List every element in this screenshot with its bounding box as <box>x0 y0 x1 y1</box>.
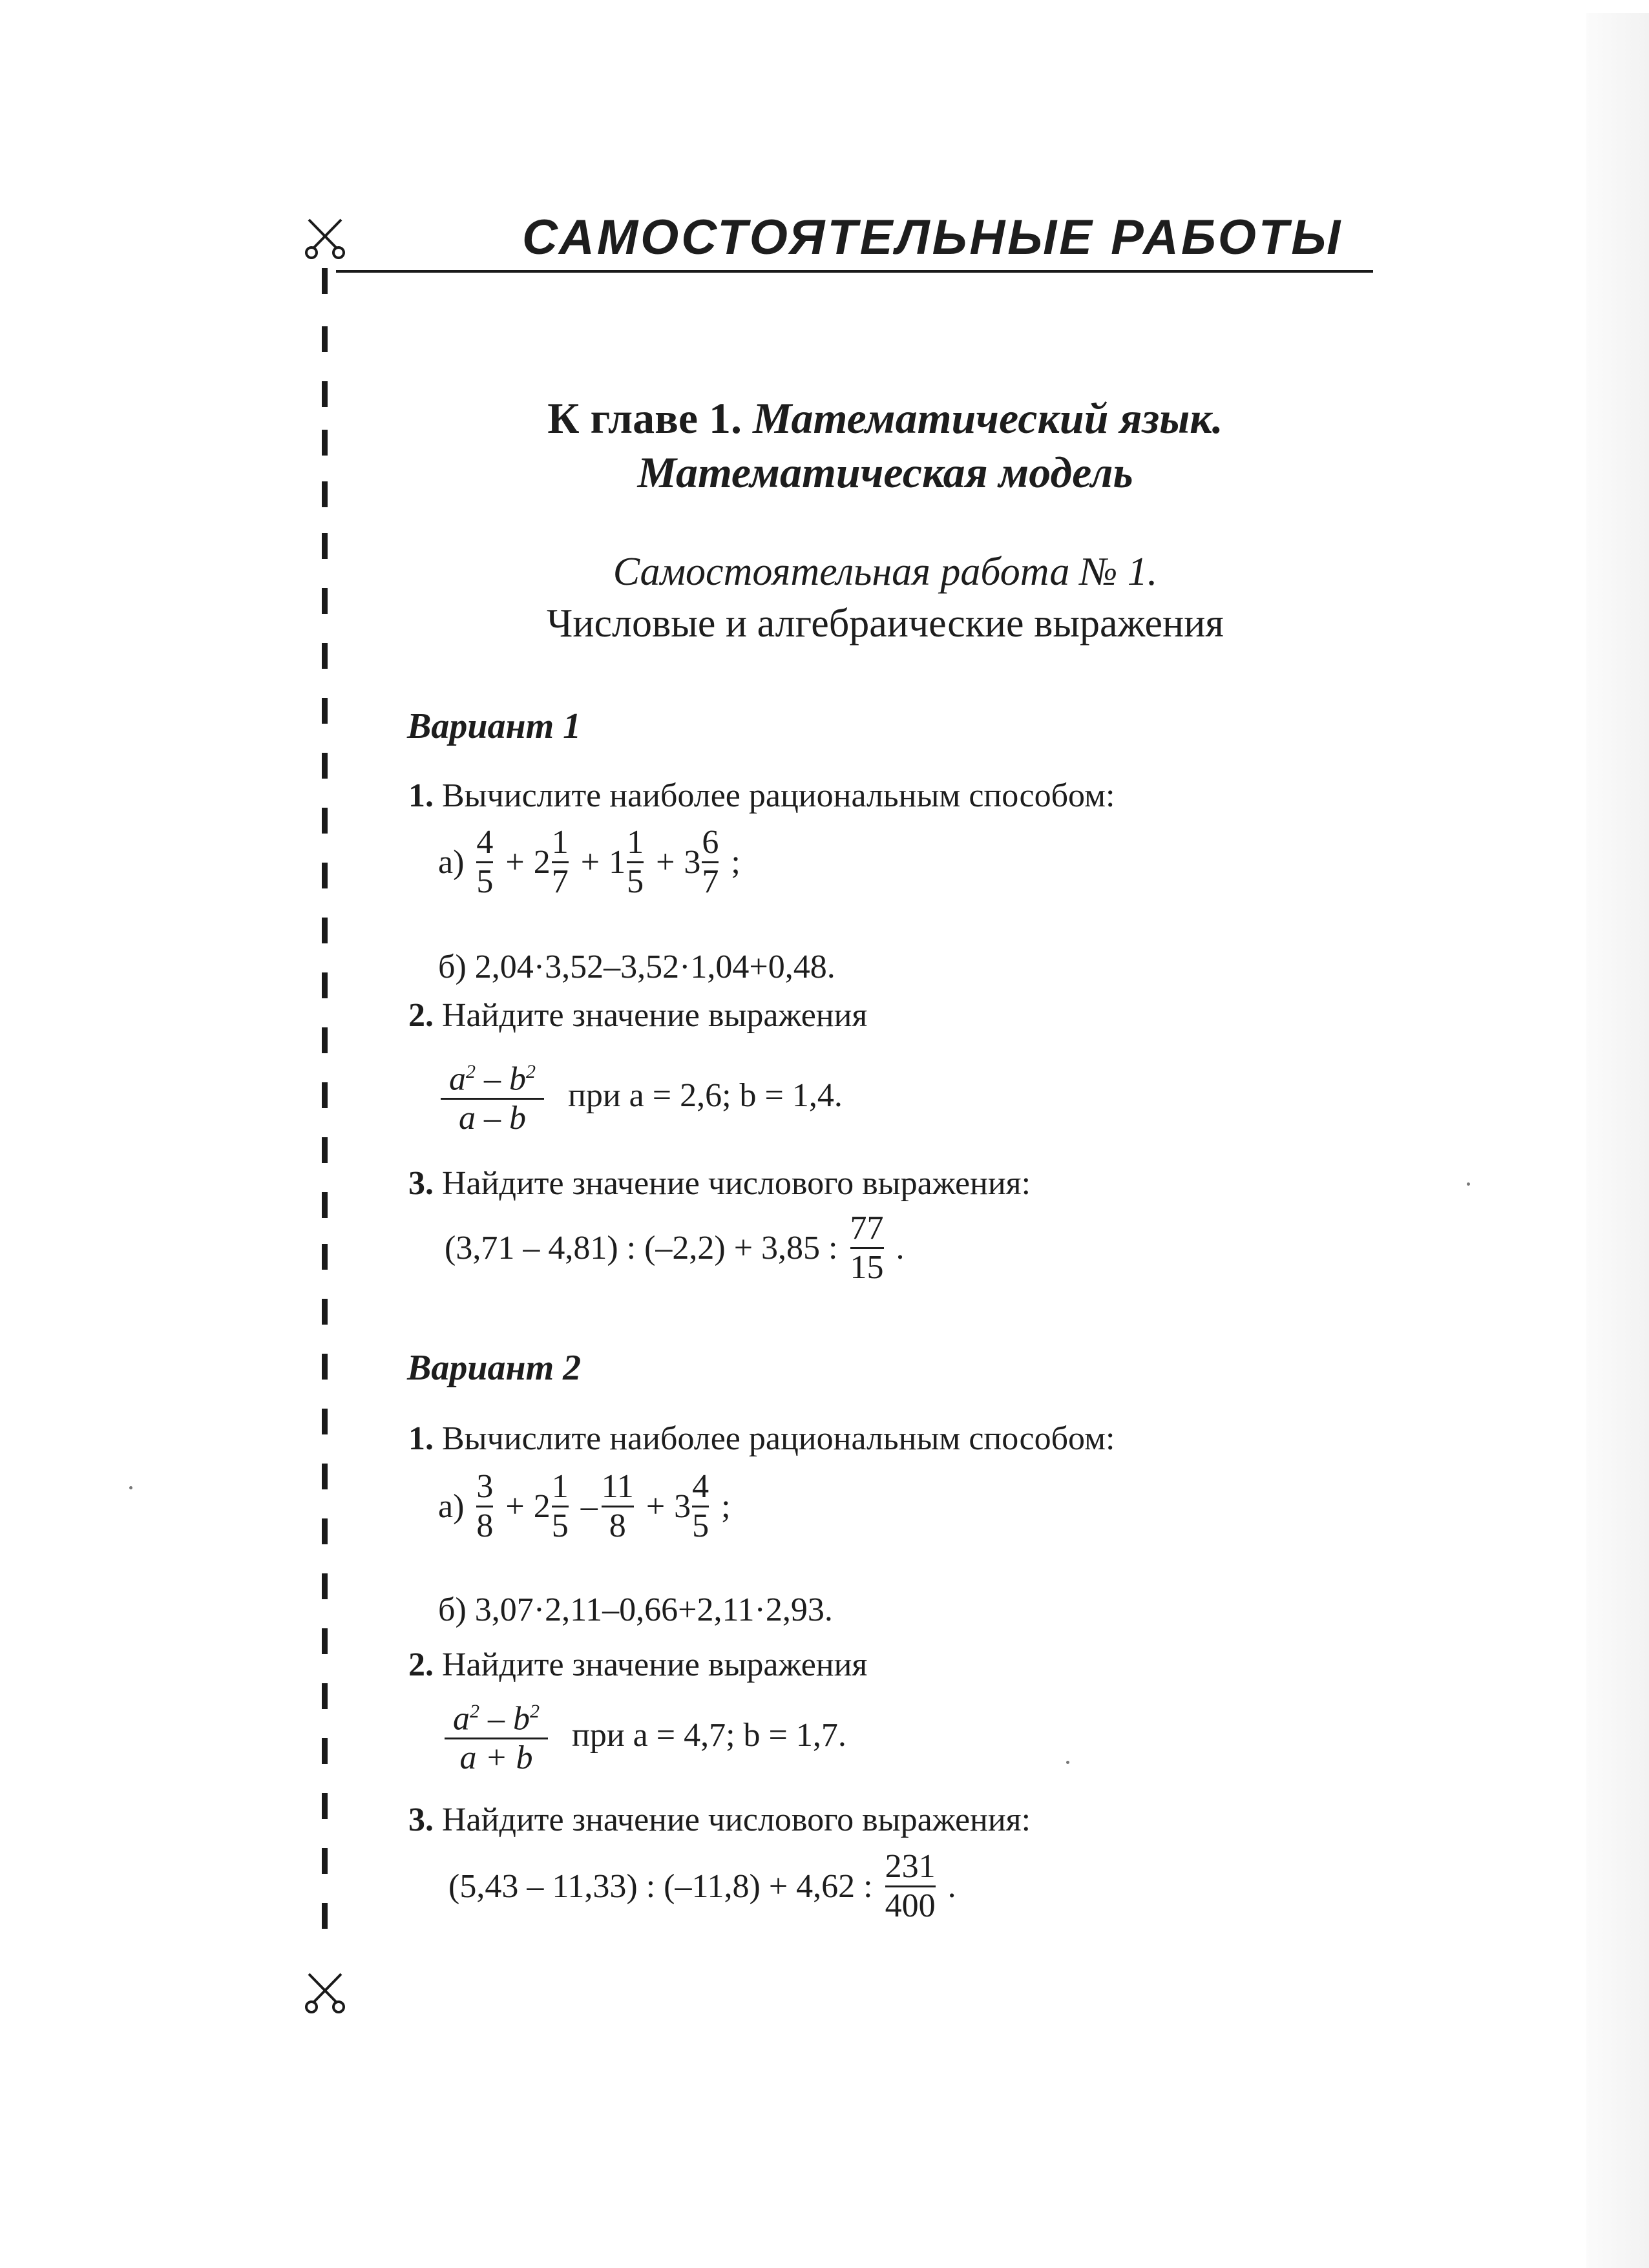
v1-task1-a <box>434 824 744 901</box>
cut-dash <box>322 918 328 943</box>
item-label: а) <box>438 1488 465 1525</box>
cut-dash <box>322 1518 328 1544</box>
whole-part: 2 <box>533 1488 551 1525</box>
cut-dash <box>322 1299 328 1325</box>
fraction <box>627 824 644 901</box>
v2-task2 <box>408 1644 867 1686</box>
cut-dash <box>322 1244 328 1270</box>
cut-dash <box>322 1082 328 1108</box>
numerator: 1 <box>627 824 644 861</box>
cut-dash <box>322 808 328 834</box>
work-heading <box>401 546 1370 649</box>
task-number: 1. <box>408 777 434 814</box>
scan-speck <box>1066 1761 1069 1764</box>
cut-dash <box>322 1464 328 1489</box>
denominator: 5 <box>476 861 493 901</box>
punctuation: . <box>947 1868 956 1905</box>
cut-dash <box>322 268 328 294</box>
task-number: 3. <box>408 1165 434 1202</box>
task-text: Вычислите наиболее рациональным способом: <box>442 777 1115 814</box>
condition: при a = 4,7; b = 1,7. <box>572 1716 846 1754</box>
operator: + <box>505 844 525 881</box>
denominator: 15 <box>850 1247 884 1286</box>
numerator: $a^2 - b^2$ <box>445 1700 540 1738</box>
whole-part: 3 <box>674 1488 691 1525</box>
cut-dash <box>322 588 328 614</box>
numerator: 1 <box>551 824 569 861</box>
chapter-prefix: К главе 1. <box>547 394 742 443</box>
fraction <box>476 1468 493 1545</box>
chapter-name-line1: Математический язык. <box>753 394 1223 443</box>
numerator: 11 <box>601 1468 634 1505</box>
v1-task3-expr <box>441 1210 909 1286</box>
denominator: a + b <box>445 1738 548 1777</box>
cut-dash <box>322 1573 328 1599</box>
operator: + <box>505 1488 525 1525</box>
punctuation: . <box>896 1230 905 1266</box>
cut-dash <box>322 698 328 724</box>
v2-task1 <box>408 1418 1115 1460</box>
cut-dash <box>322 863 328 888</box>
cut-dash <box>322 1137 328 1163</box>
cut-dash <box>322 1903 328 1929</box>
numerator: 231 <box>885 1848 936 1885</box>
cut-dash <box>322 1683 328 1709</box>
whole-part: 1 <box>609 844 626 881</box>
cut-dash <box>322 481 328 507</box>
fraction <box>445 1693 548 1777</box>
denominator: 7 <box>702 861 719 901</box>
denominator: 400 <box>885 1885 936 1925</box>
header-rule <box>336 270 1373 273</box>
v2-task1-b: б) 3,07·2,11–0,66+2,11·2,93. <box>438 1591 833 1628</box>
numerator: $a^2 - b^2$ <box>441 1060 536 1098</box>
task-number: 3. <box>408 1801 434 1838</box>
cut-dash <box>322 1354 328 1380</box>
cut-dash <box>322 430 328 456</box>
fraction <box>476 824 493 901</box>
expression: (5,43 – 11,33) : (–11,8) + 4,62 : <box>448 1868 873 1905</box>
cut-dash <box>322 381 328 407</box>
condition: при a = 2,6; b = 1,4. <box>568 1076 843 1114</box>
scan-speck <box>1467 1182 1470 1186</box>
numerator: 77 <box>850 1210 884 1246</box>
task-text: Вычислите наиболее рациональным способом: <box>442 1420 1115 1457</box>
denominator: 7 <box>552 861 569 901</box>
item-label: а) <box>438 844 465 881</box>
fraction <box>692 1468 709 1545</box>
cut-dash <box>322 1192 328 1218</box>
task-number: 1. <box>408 1420 434 1457</box>
work-topic: Числовые и алгебраические выражения <box>547 602 1224 646</box>
expression: (3,71 – 4,81) : (–2,2) + 3,85 : <box>445 1230 838 1266</box>
variant-1-title: Вариант 1 <box>407 706 582 746</box>
denominator: a – b <box>441 1098 544 1137</box>
section-header: САМОСТОЯТЕЛЬНЫЕ РАБОТЫ <box>522 210 1343 265</box>
cut-dash <box>322 1793 328 1819</box>
fraction <box>885 1848 936 1925</box>
v1-task1-b: б) 2,04·3,52–3,52·1,04+0,48. <box>438 949 835 985</box>
numerator: 3 <box>476 1468 494 1505</box>
fraction <box>552 824 569 901</box>
cut-line <box>322 268 328 1961</box>
task-text: Найдите значение выражения <box>442 1646 868 1683</box>
operator: + <box>656 844 675 881</box>
scissors-icon <box>302 216 348 262</box>
numerator: 4 <box>692 1468 709 1505</box>
variant-2-title: Вариант 2 <box>407 1348 582 1388</box>
task-text: Найдите значение выражения <box>442 997 868 1034</box>
fraction <box>552 1468 569 1545</box>
punctuation: ; <box>731 844 740 881</box>
v1-task1 <box>408 775 1115 817</box>
task-text: Найдите значение числового выражения: <box>442 1801 1031 1838</box>
cut-dash <box>322 1628 328 1654</box>
cut-dash <box>322 533 328 559</box>
v2-task3 <box>408 1800 1031 1841</box>
denominator: 5 <box>627 861 644 901</box>
denominator: 5 <box>692 1506 709 1545</box>
cut-dash <box>322 1027 328 1053</box>
denominator: 8 <box>602 1506 634 1545</box>
whole-part: 3 <box>684 844 701 881</box>
numerator: 4 <box>476 824 494 861</box>
numerator: 1 <box>551 1468 569 1505</box>
v2-task3-expr <box>445 1848 960 1925</box>
fraction <box>441 1053 544 1137</box>
fraction <box>602 1468 634 1545</box>
cut-dash <box>322 643 328 669</box>
cut-dash <box>322 753 328 779</box>
numerator: 6 <box>702 824 719 861</box>
denominator: 5 <box>552 1506 569 1545</box>
v1-task2 <box>408 995 867 1036</box>
punctuation: ; <box>721 1488 731 1525</box>
v1-task2-expr <box>441 1053 846 1137</box>
fraction <box>850 1210 884 1286</box>
cut-dash <box>322 1409 328 1434</box>
task-number: 2. <box>408 997 434 1034</box>
operator: + <box>646 1488 666 1525</box>
cut-dash <box>322 972 328 998</box>
v1-task3 <box>408 1163 1031 1204</box>
task-text: Найдите значение числового выражения: <box>442 1165 1031 1202</box>
cut-dash <box>322 1738 328 1764</box>
cut-dash <box>322 1848 328 1874</box>
fraction <box>702 824 719 901</box>
scissors-icon <box>302 1971 348 2016</box>
operator: – <box>580 1488 598 1525</box>
v2-task2-expr <box>445 1693 850 1777</box>
operator: + <box>580 844 600 881</box>
scan-edge-shadow <box>1586 13 1649 2268</box>
v2-task1-a <box>434 1468 735 1545</box>
work-title: Самостоятельная работа № 1. <box>613 550 1158 594</box>
chapter-heading <box>401 391 1370 499</box>
task-number: 2. <box>408 1646 434 1683</box>
whole-part: 2 <box>533 844 551 881</box>
cut-dash <box>322 326 328 352</box>
scan-speck <box>129 1486 132 1489</box>
denominator: 8 <box>476 1506 493 1545</box>
chapter-name-line2: Математическая модель <box>637 448 1133 497</box>
